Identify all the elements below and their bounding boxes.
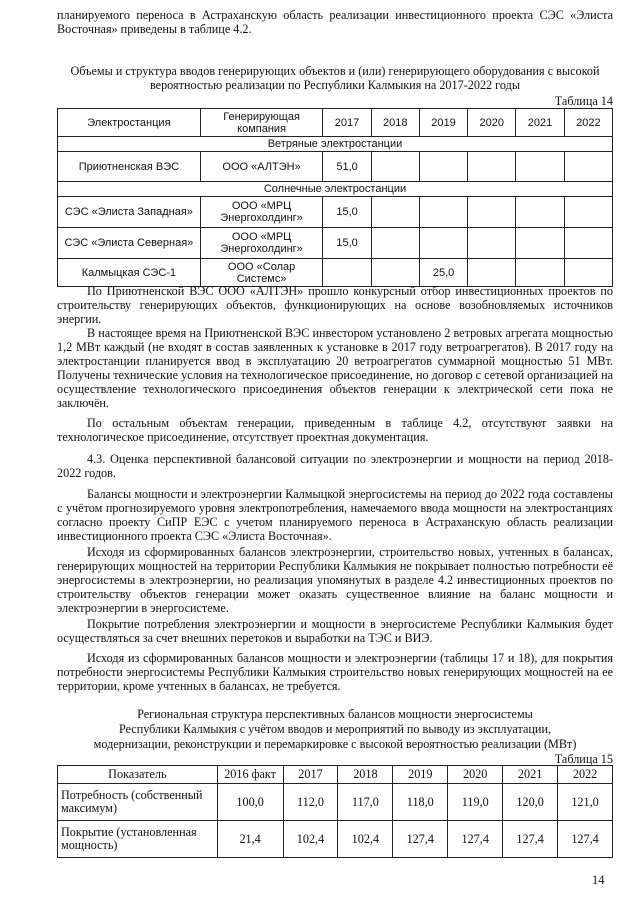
value-cell [564,228,612,259]
table15-label: Таблица 15 [554,752,613,766]
table14-header-cell: 2017 [323,109,371,137]
value-cell: 112,0 [283,784,338,821]
table15-header-row [58,766,613,784]
table15-title-line2: Республики Калмыкия с учётом вводов и мероприятий по выводу из эксплуатации, [118,722,552,736]
table14-header-cell: Электростанция [58,109,201,137]
value-cell: 117,0 [338,784,393,821]
table-row [58,259,613,287]
value-cell: 102,4 [338,821,393,858]
value-cell [419,197,467,228]
value-cell [564,152,612,182]
value-cell [564,197,612,228]
value-cell [468,152,516,182]
value-cell: 102,4 [283,821,338,858]
table14-group-row [58,137,613,152]
table15-title-line1: Региональная структура перспективных балансов мощности энергосистемы [137,707,533,721]
group-solar-label: Солнечные электростанции [58,182,613,197]
table-row [58,197,613,228]
value-cell: 100,0 [217,784,283,821]
station-name: Приютненская ВЭС [58,152,201,182]
value-cell: 118,0 [393,784,448,821]
value-cell: 25,0 [419,259,467,287]
value-cell: 51,0 [323,152,371,182]
table14-label: Таблица 14 [554,94,613,108]
table15-header-cell: 2017 [283,766,338,784]
table-row [58,821,613,858]
table15-header-cell: 2022 [558,766,613,784]
table14-header-cell: 2019 [419,109,467,137]
table14-header-row [58,109,613,137]
value-cell [564,259,612,287]
value-cell [468,259,516,287]
value-cell [371,152,419,182]
station-name: Калмыцкая СЭС-1 [58,259,201,287]
value-cell [419,152,467,182]
paragraph-5: Балансы мощности и электроэнергии Калмыцкой энергосистемы на период до 2022 года составлены с учётом прогнозируемого уровня электропотребления, намечаемого ввода мощности на электростанциях согласно проекту СиПР ЕЭС с учетом планируемого переноса в Астраханскую область реализации инвестиционного проекта СЭС «Элиста Восточная». [57,487,613,543]
company-name: ООО «МРЦ Энергохолдинг» [200,228,323,259]
paragraph-1: По Приютненской ВЭС ООО «АЛТЭН» прошло конкурсный отбор инвестиционных проектов по строительству генерирующих объектов, функционирующих на основе возобновляемых источников энергии. [57,284,613,326]
value-cell: 15,0 [323,197,371,228]
paragraph-3: По остальным объектам генерации, приведенным в таблице 4.2, отсутствуют заявки на технологическое присоединение, отсутствует проектная документация. [57,416,613,444]
indicator-name: Покрытие (установленная мощность) [58,821,218,858]
value-cell [516,228,564,259]
paragraph-2: В настоящее время на Приютненской ВЭС инвестором установлено 2 ветровых агрегата мощностью 1,2 МВт каждый (не входят в состав заявленных к установке в 2017 году ветроагрегатов). В 2017 году на электростанции планируется ввод в эксплуатацию 20 ветроагрегатов суммарной мощностью 51 МВт. Получены технические условия на технологическое присоединение, но договор с сетевой организацией на осуществление технологического присоединения объектов генерации к электрической сети пока не заключён. [57,326,613,410]
station-name: СЭС «Элиста Северная» [58,228,201,259]
table15-header-cell: 2021 [503,766,558,784]
value-cell: 21,4 [217,821,283,858]
table14-title: Объемы и структура вводов генерирующих объектов и (или) генерирующего оборудования с высокой вероятностью реализации по Республики Калмыкия на 2017-2022 годы [70,64,600,92]
table14-header-cell: 2022 [564,109,612,137]
group-wind-label: Ветряные электростанции [58,137,613,152]
table15-title-line3: модернизации, реконструкции и перемаркировке с высокой вероятностью реализации (МВт) [93,737,577,751]
page-number: 14 [592,873,605,887]
value-cell [323,259,371,287]
paragraph-6: Исходя из сформированных балансов электроэнергии, строительство новых, учтенных в балансах, генерирующих мощностей на территории Республики Калмыкия не покрывает полностью потребности её энергосистемы в электроэнергии, но реализация упомянутых в разделе 4.2 инвестиционных проектов по строительству объектов генерации может оказать существенное влияние на баланс мощности и электроэнергии в энергосистеме. [57,545,613,615]
paragraph-7: Покрытие потребления электроэнергии и мощности в энергосистеме Республики Калмыкия будет осуществляться за счет внешних перетоков и выработки на ТЭС и ВИЭ. [57,617,613,645]
table-row [58,784,613,821]
value-cell: 15,0 [323,228,371,259]
value-cell: 127,4 [503,821,558,858]
table14-header-cell: 2021 [516,109,564,137]
value-cell [516,259,564,287]
value-cell [468,197,516,228]
table14-group-row [58,182,613,197]
table15-header-cell: 2016 факт [217,766,283,784]
company-name: ООО «АЛТЭН» [200,152,323,182]
value-cell: 119,0 [448,784,503,821]
value-cell: 127,4 [448,821,503,858]
indicator-name: Потребность (собственный максимум) [58,784,218,821]
value-cell: 127,4 [393,821,448,858]
table14-header-cell: 2020 [468,109,516,137]
table-15 [57,765,613,858]
value-cell [516,197,564,228]
company-name: ООО «МРЦ Энергохолдинг» [200,197,323,228]
paragraph-8: Исходя из сформированных балансов мощности и электроэнергии (таблицы 17 и 18), для покрытия потребности энергосистемы Республики Калмыкия строительство новых генерирующих мощностей на ее территории, кроме учтенных в балансах, не требуется. [57,651,613,693]
value-cell [371,228,419,259]
value-cell: 127,4 [558,821,613,858]
table14-header-cell: Генерирующая компания [200,109,323,137]
value-cell [371,259,419,287]
value-cell: 121,0 [558,784,613,821]
value-cell [371,197,419,228]
table14-header-cell: 2018 [371,109,419,137]
table15-header-cell: Показатель [58,766,218,784]
station-name: СЭС «Элиста Западная» [58,197,201,228]
value-cell [419,228,467,259]
table-row [58,228,613,259]
company-name: ООО «Солар Системс» [200,259,323,287]
intro-paragraph: планируемого переноса в Астраханскую область реализации инвестиционного проекта СЭС «Элиста Восточная» приведены в таблице 4.2. [57,8,613,36]
table15-header-cell: 2018 [338,766,393,784]
table-row [58,152,613,182]
value-cell [468,228,516,259]
section-heading-4-3: 4.3. Оценка перспективной балансовой ситуации по электроэнергии и мощности на период 2018-2022 годов. [57,452,613,480]
table15-header-cell: 2020 [448,766,503,784]
table-14 [57,108,613,287]
value-cell: 120,0 [503,784,558,821]
table15-header-cell: 2019 [393,766,448,784]
value-cell [516,152,564,182]
